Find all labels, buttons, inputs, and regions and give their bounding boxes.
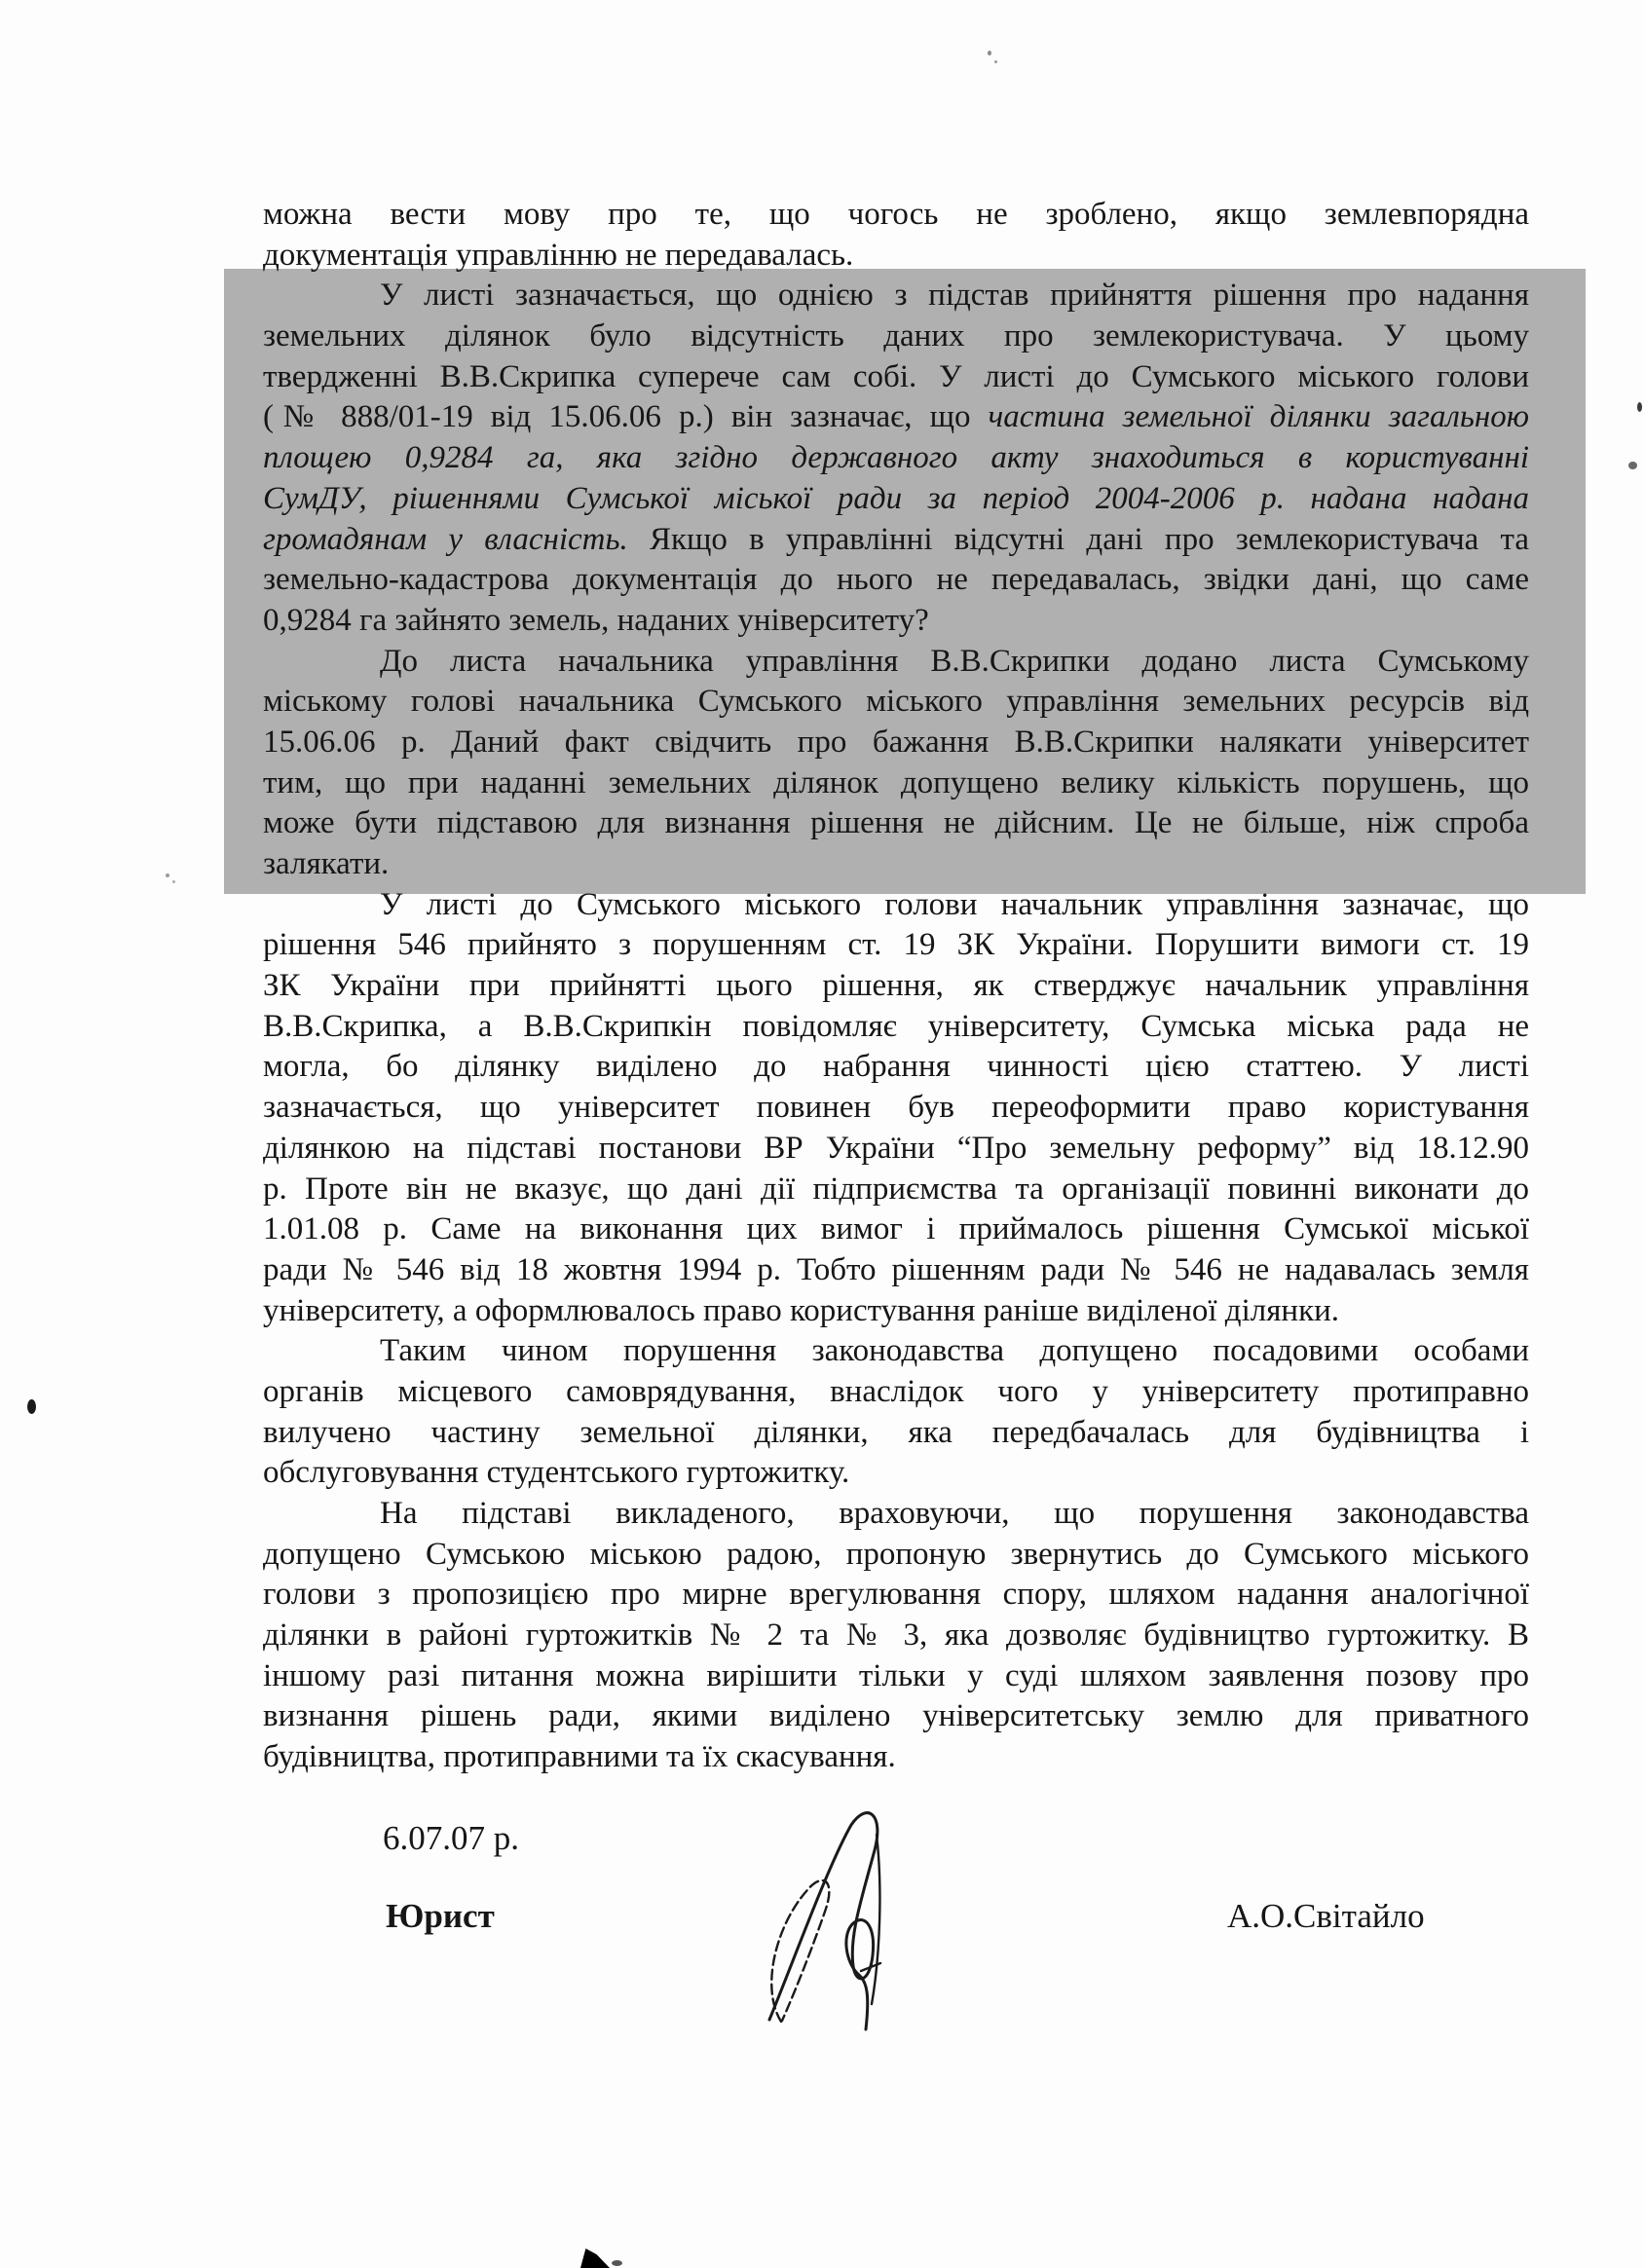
text: університету, а оформлювалось право користування раніше виділеної ділянки. [263, 1292, 1340, 1328]
text: могла, бо ділянку виділено до набрання чинності цією статтею. У листі [263, 1049, 1529, 1085]
paragraph [263, 195, 1529, 276]
text: 0,9284 га зайнято земель, наданих університету? [263, 602, 929, 638]
text-line [263, 1413, 1529, 1454]
paragraph [263, 1331, 1529, 1494]
text: ради № 546 від 18 жовтня 1994 р. Тобто рішенням ради № 546 не надавалась земля [263, 1251, 1529, 1287]
signer-name: А.О.Світайло [1227, 1897, 1425, 1935]
text: зазначається, що університет повинен був переоформити право користування [263, 1090, 1529, 1126]
scan-speck [27, 1399, 36, 1414]
text-line [263, 1331, 1529, 1372]
document-date: 6.07.07 р. [383, 1819, 519, 1857]
text: земельних ділянок було відсутність даних про землекористувача. У цьому [263, 318, 1529, 354]
paragraph [263, 1494, 1529, 1778]
text: У листі до Сумського міського голови начальник управління зазначає, що [380, 886, 1529, 922]
text-line [263, 763, 1529, 804]
text-line [263, 925, 1529, 966]
scan-speck [1637, 402, 1642, 412]
text-line [263, 1696, 1529, 1737]
text-line [263, 1494, 1529, 1535]
text: 15.06.06 р. Даний факт свідчить про бажання В.В.Скрипки налякати університет [263, 724, 1529, 760]
text-line [263, 1088, 1529, 1129]
text: органів місцевого самоврядування, внаслідок чого у університету протиправно [263, 1373, 1529, 1409]
text: На підставі викладеного, враховуючи, що порушення законодавства [380, 1496, 1529, 1531]
text: (№ 888/01-19 від 15.06.06 р.) він зазначає, що [263, 399, 989, 435]
text: документація управлінню не передавалась. [263, 237, 854, 273]
text-line [263, 966, 1529, 1007]
text: р. Проте він не вказує, що дані дії підприємства та організації повинні виконати до [263, 1171, 1529, 1207]
scan-speck [988, 51, 991, 56]
text-line [263, 316, 1529, 357]
italic-text: громадянам у власність. [263, 521, 628, 557]
text: земельно-кадастрова документація до нього не передавалась, звідки дані, що саме [263, 562, 1529, 598]
paragraph [263, 885, 1529, 1332]
text-line [263, 1129, 1529, 1170]
text: може бути підставою для визнання рішення не дійсним. Це не більше, ніж спроба [263, 805, 1529, 841]
text: твердженні В.В.Скрипка суперече сам собі. У листі до Сумського міського голови [263, 358, 1529, 394]
text-line [263, 1250, 1529, 1291]
paragraph [263, 276, 1529, 641]
text-line [263, 520, 1529, 561]
text-line [263, 1209, 1529, 1250]
text: рішення 546 прийнято з порушенням ст. 19 ЗК України. Порушити вимоги ст. 19 [263, 927, 1529, 963]
text-line [263, 601, 1529, 642]
text: допущено Сумською міською радою, пропоную звернутись до Сумського міського [263, 1536, 1529, 1572]
italic-text: площею 0,9284 га, яка згідно державного акту знаходиться в користуванні [263, 440, 1529, 476]
text: До листа начальника управління В.В.Скрипки додано листа Сумському [380, 643, 1529, 679]
text: В.В.Скрипка, а В.В.Скрипкін повідомляє університету, Сумська міська рада не [263, 1008, 1529, 1044]
scan-corner-mark [580, 2249, 610, 2268]
text-line [263, 1291, 1529, 1332]
text: іншому разі питання можна вирішити тільки у суді шляхом заявлення позову про [263, 1657, 1529, 1693]
text-line [263, 1047, 1529, 1088]
text-line [263, 1535, 1529, 1576]
scan-speck [166, 874, 169, 877]
text: 1.01.08 р. Саме на виконання цих вимог і приймалось рішення Сумської міської [263, 1211, 1529, 1247]
scan-speck [612, 2260, 622, 2266]
text: У листі зазначається, що однією з підстав прийняття рішення про надання [380, 278, 1529, 314]
signer-role: Юрист [386, 1897, 495, 1935]
text: вилучено частину земельної ділянки, яка передбачалась для будівництва і [263, 1414, 1529, 1450]
text-line [263, 560, 1529, 601]
document-body [263, 195, 1529, 1778]
text: визнання рішень ради, якими виділено університетську землю для приватного [263, 1698, 1529, 1734]
text: будівництва, протиправними та їх скасування. [263, 1739, 896, 1775]
scan-speck [994, 60, 997, 63]
text-line [263, 1616, 1529, 1656]
italic-text: СумДУ, рішеннями Сумської міської ради за період 2004-2006 р. надана надана [263, 480, 1529, 516]
text-line [263, 438, 1529, 479]
text: Якщо в управлінні відсутні дані про землекористувача та [627, 521, 1530, 557]
text-line [263, 276, 1529, 316]
text: ділянки в районі гуртожитків № 2 та № 3, яка дозволяє будівництво гуртожитку. В [263, 1617, 1529, 1654]
text-line [263, 1372, 1529, 1413]
italic-text: частина земельної ділянки загальною [988, 399, 1529, 435]
text-line [263, 479, 1529, 520]
text: ділянкою на підставі постанови ВР України “Про земельну реформу” від 18.12.90 [263, 1130, 1529, 1166]
text-line [263, 1575, 1529, 1616]
text-line [263, 195, 1529, 236]
text-line [263, 723, 1529, 763]
highlighted-passage [224, 269, 1586, 893]
text: тим, що при наданні земельних ділянок допущено велику кількість порушень, що [263, 764, 1529, 800]
text-line [263, 1007, 1529, 1048]
text: залякати. [263, 846, 390, 881]
text: міському голові начальника Сумського міського управління земельних ресурсів від [263, 684, 1529, 720]
paragraph [263, 642, 1529, 885]
scan-speck [1628, 462, 1637, 469]
scan-speck [172, 880, 175, 883]
text-line [263, 642, 1529, 683]
text-line [263, 803, 1529, 844]
text: можна вести мову про те, що чогось не зроблено, якщо землевпорядна [263, 197, 1529, 232]
text-line [263, 1170, 1529, 1210]
text: Таким чином порушення законодавства допущено посадовими особами [380, 1333, 1529, 1369]
handwritten-signature-icon [752, 1807, 942, 2036]
text-line [263, 397, 1529, 438]
text-line [263, 682, 1529, 723]
text-line [263, 885, 1529, 926]
text-line [263, 1656, 1529, 1697]
text-line [263, 1453, 1529, 1494]
text: голови з пропозицією про мирне врегулювання спору, шляхом надання аналогічної [263, 1577, 1529, 1613]
text: ЗК України при прийнятті цього рішення, як стверджує начальник управління [263, 968, 1529, 1004]
text-line [263, 1737, 1529, 1778]
text-line [263, 357, 1529, 398]
text-line [263, 844, 1529, 885]
text: обслуговування студентського гуртожитку. [263, 1455, 850, 1491]
